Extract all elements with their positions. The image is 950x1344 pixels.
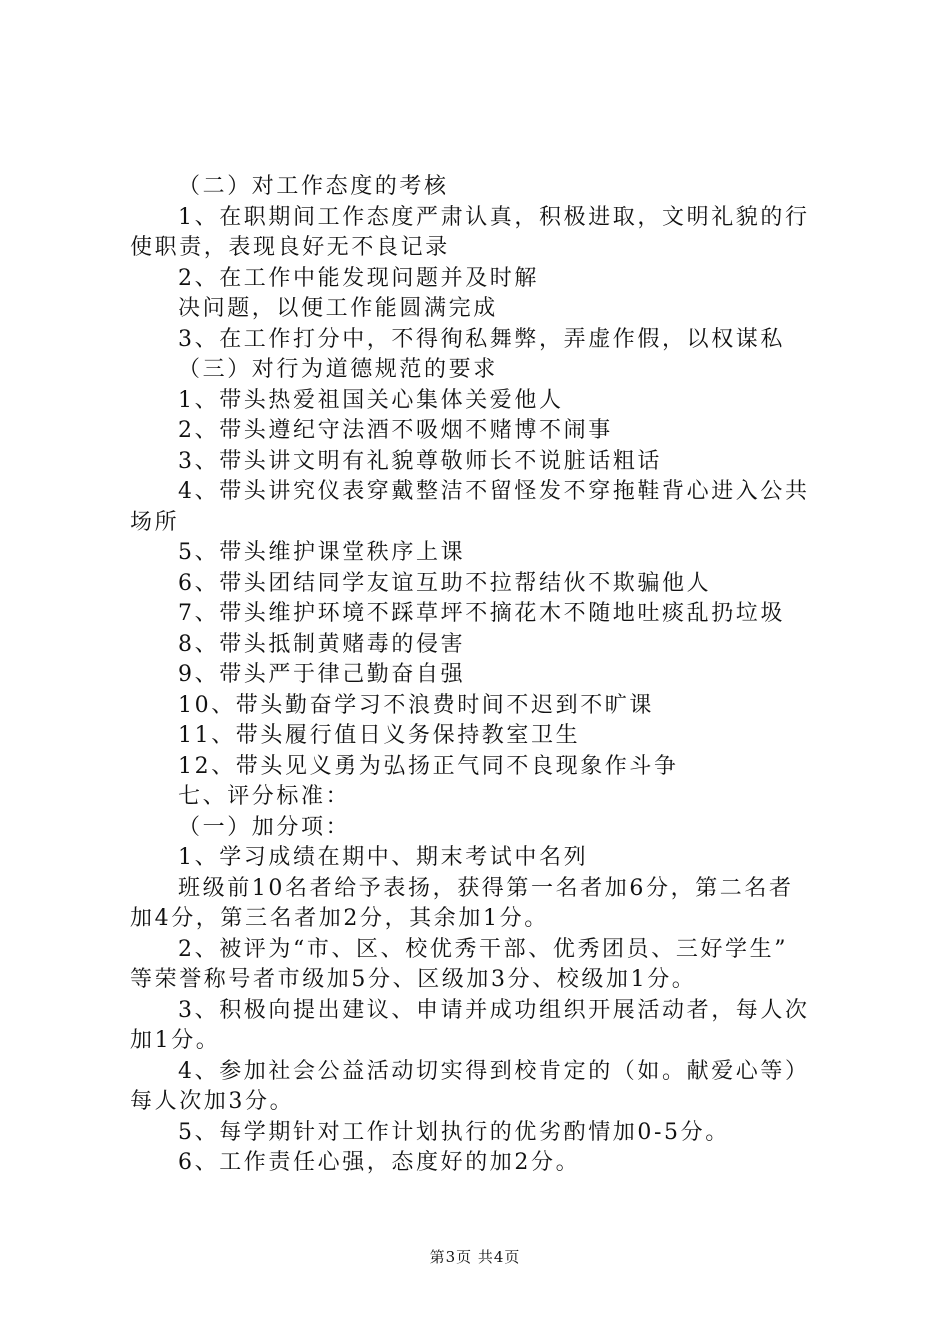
- text-line: 10、带头勤奋学习不浪费时间不迟到不旷课: [178, 692, 654, 718]
- text-line: 5、带头维护课堂秩序上课: [178, 540, 466, 565]
- text-line: （三）对行为道德规范的要求: [178, 357, 498, 382]
- text-line: （一）加分项：: [178, 814, 351, 840]
- page-footer: 第3页 共4页: [429, 1248, 521, 1266]
- text-line: 6、带头团结同学友谊互助不拉帮结伙不欺骗他人: [178, 570, 712, 596]
- text-line: 使职责，表现良好无不良记录: [130, 235, 450, 260]
- text-line: 场所: [130, 509, 180, 535]
- text-line: （二）对工作态度的考核: [178, 174, 449, 199]
- text-line: 12、带头见义勇为弘扬正气同不良现象作斗争: [178, 753, 679, 779]
- text-line: 1、学习成绩在期中、期末考试中名列: [178, 845, 589, 870]
- text-line: 2、被评为“市、区、校优秀干部、优秀团员、三好学生”: [178, 936, 789, 962]
- text-line: 3、在工作打分中，不得徇私舞弊，弄虚作假，以权谋私: [178, 326, 785, 352]
- text-line: 6、工作责任心强，态度好的加2分。: [178, 1150, 581, 1175]
- text-line: 班级前10名者给予表扬，获得第一名者加6分，第二名者: [178, 875, 794, 901]
- text-line: 2、带头遵纪守法酒不吸烟不赌博不闹事: [178, 418, 613, 443]
- text-line: 4、参加社会公益活动切实得到校肯定的（如。献爱心等）: [178, 1058, 810, 1084]
- text-line: 等荣誉称号者市级加5分、区级加3分、校级加1分。: [130, 967, 697, 992]
- text-line: 11、带头履行值日义务保持教室卫生: [178, 723, 581, 748]
- text-line: 7、带头维护环境不踩草坪不摘花木不随地吐痰乱扔垃圾: [178, 601, 785, 626]
- text-line: 加1分。: [130, 1028, 221, 1053]
- text-line: 5、每学期针对工作计划执行的优劣酌情加0-5分。: [178, 1119, 730, 1145]
- text-line: 9、带头严于律己勤奋自强: [178, 662, 466, 687]
- text-line: 8、带头抵制黄赌毒的侵害: [178, 631, 466, 657]
- text-line: 3、带头讲文明有礼貌尊敬师长不说脏话粗话: [178, 448, 662, 474]
- document-body: [130, 172, 830, 1179]
- text-line: 决问题，以便工作能圆满完成: [178, 296, 498, 321]
- text-line: 3、积极向提出建议、申请并成功组织开展活动者，每人次: [178, 997, 810, 1023]
- text-line: 加4分，第三名者加2分，其余加1分。: [130, 906, 549, 931]
- text-line: 1、带头热爱祖国关心集体关爱他人: [178, 387, 564, 413]
- text-line: 1、在职期间工作态度严肃认真，积极进取，文明礼貌的行: [178, 204, 810, 230]
- text-line: 七、评分标准：: [178, 784, 351, 809]
- text-line: 4、带头讲究仪表穿戴整洁不留怪发不穿拖鞋背心进入公共: [178, 479, 810, 504]
- text-line: 每人次加3分。: [130, 1089, 295, 1114]
- text-line: 2、在工作中能发现问题并及时解: [178, 265, 539, 291]
